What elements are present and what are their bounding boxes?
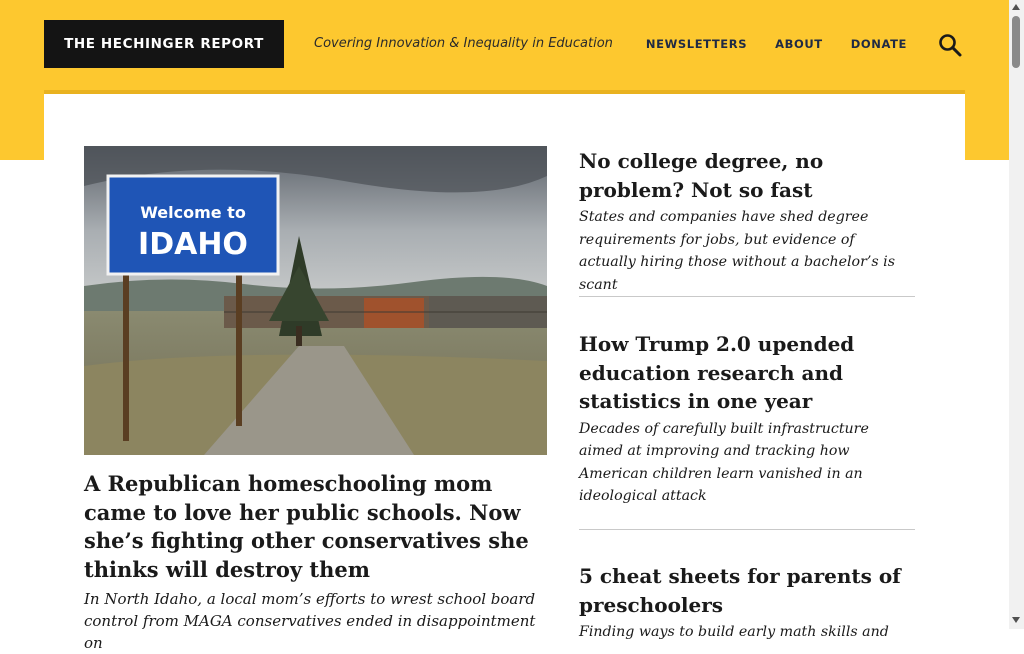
idaho-photo: [84, 146, 547, 455]
scroll-down-arrow-icon[interactable]: [1012, 617, 1020, 623]
side-story-dek: Decades of carefully built infrastructure aimed at improving and tracking how American children learn vanished in an ideological attack: [579, 420, 869, 504]
side-story-title[interactable]: No college degree, no problem? Not so fast: [579, 149, 824, 202]
logo-text: THE HECHINGER REPORT: [64, 36, 264, 52]
side-story-3: [579, 562, 915, 644]
scrollbar-thumb[interactable]: [1012, 16, 1020, 68]
nav-newsletters[interactable]: NEWSLETTERS: [645, 37, 748, 51]
search-button[interactable]: [937, 32, 963, 58]
sign-line-2: IDAHO: [138, 227, 248, 262]
page-scrollbar[interactable]: [1009, 0, 1024, 629]
lead-story-image[interactable]: [84, 146, 547, 455]
site-tagline: Covering Innovation & Inequality in Education: [314, 36, 613, 51]
top-nav: [646, 37, 907, 51]
site-logo[interactable]: [44, 20, 284, 68]
side-story-title[interactable]: 5 cheat sheets for parents of preschoolers: [579, 564, 901, 617]
site-header: [44, 20, 965, 68]
side-story-dek: Finding ways to build early math skills and: [579, 624, 889, 640]
side-story-dek: States and companies have shed degree requirements for jobs, but evidence of actually hiring those without a bachelor’s is scant: [579, 209, 895, 293]
side-story-1: [579, 147, 915, 296]
side-story-title[interactable]: How Trump 2.0 upended education research and statistics in one year: [579, 332, 855, 413]
lead-story-title[interactable]: A Republican homeschooling mom came to love her public schools. Now she’s fighting other conservatives she thinks will destroy them: [84, 471, 529, 582]
nav-donate[interactable]: DONATE: [850, 37, 907, 51]
sign-line-1: Welcome to: [140, 203, 246, 222]
nav-about[interactable]: ABOUT: [775, 37, 823, 51]
scroll-up-arrow-icon[interactable]: [1012, 4, 1020, 10]
side-story-2: [579, 330, 915, 508]
lead-story-dek: In North Idaho, a local mom’s efforts to wrest school board control from MAGA conservatives ended in disappointment on: [84, 590, 536, 652]
story-divider: [579, 529, 915, 530]
search-icon: [937, 32, 963, 58]
story-divider: [579, 296, 915, 297]
